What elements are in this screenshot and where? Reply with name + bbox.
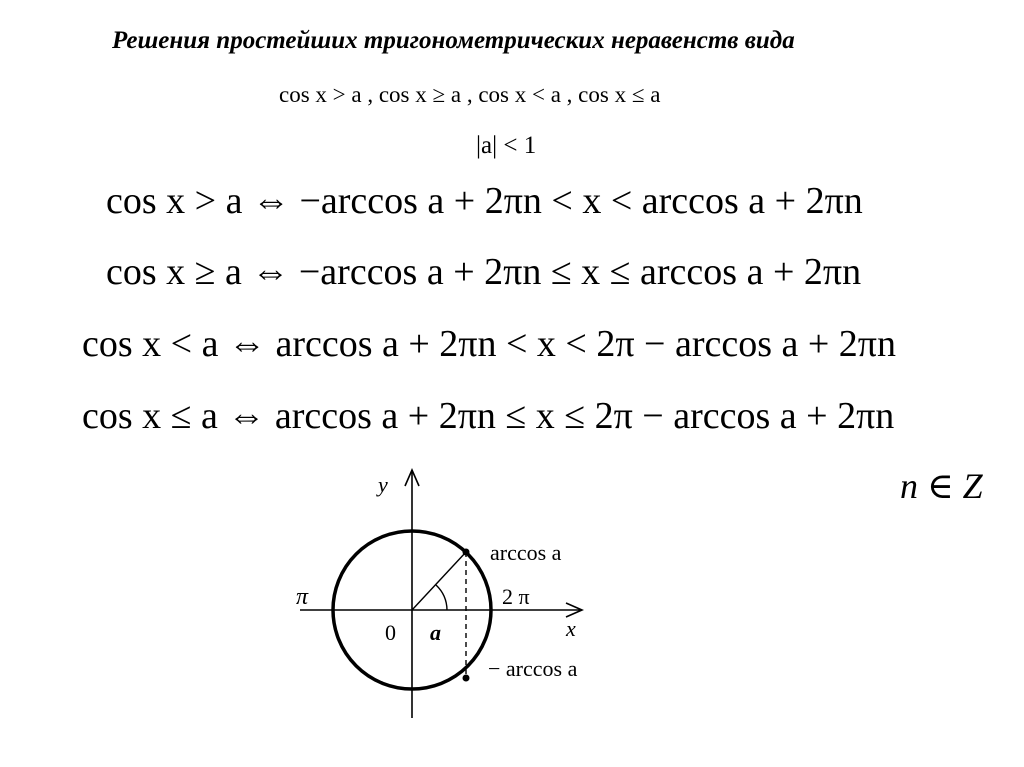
origin-label: 0: [385, 620, 396, 645]
condition-abs-a: |a| < 1: [476, 132, 537, 159]
arccos-point: [463, 549, 470, 556]
angle-arc: [436, 585, 447, 610]
inequality-cos-less-equal: cos x ≤ a ⇔ arccos a + 2πn ≤ x ≤ 2π − arccos a + 2πn: [82, 395, 895, 437]
slide-title: Решения простейших тригонометрических неравенств вида: [112, 27, 795, 54]
a-label: a: [430, 620, 441, 645]
inequality-cos-less: cos x < a ⇔ arccos a + 2πn < x < 2π − arccos a + 2πn: [82, 323, 896, 365]
inequality-forms: cos x > a , cos x ≥ a , cos x < a , cos x ≤ a: [279, 82, 661, 107]
inequality-cos-greater-equal: cos x ≥ a ⇔ −arccos a + 2πn ≤ x ≤ arccos a + 2πn: [106, 251, 862, 293]
inequality-cos-greater: cos x > a ⇔ −arccos a + 2πn < x < arccos a + 2πn: [106, 180, 863, 222]
radius-line: [412, 552, 466, 610]
integer-set-note: n ∈ Z: [900, 466, 983, 506]
two-pi-label: 2 π: [502, 584, 530, 609]
arccos-label: arccos a: [490, 540, 562, 565]
x-axis-label: x: [566, 616, 576, 641]
y-axis-label: y: [378, 472, 388, 497]
pi-label: π: [296, 584, 309, 610]
neg-arccos-label: − arccos a: [488, 656, 578, 681]
neg-arccos-point: [463, 675, 470, 682]
